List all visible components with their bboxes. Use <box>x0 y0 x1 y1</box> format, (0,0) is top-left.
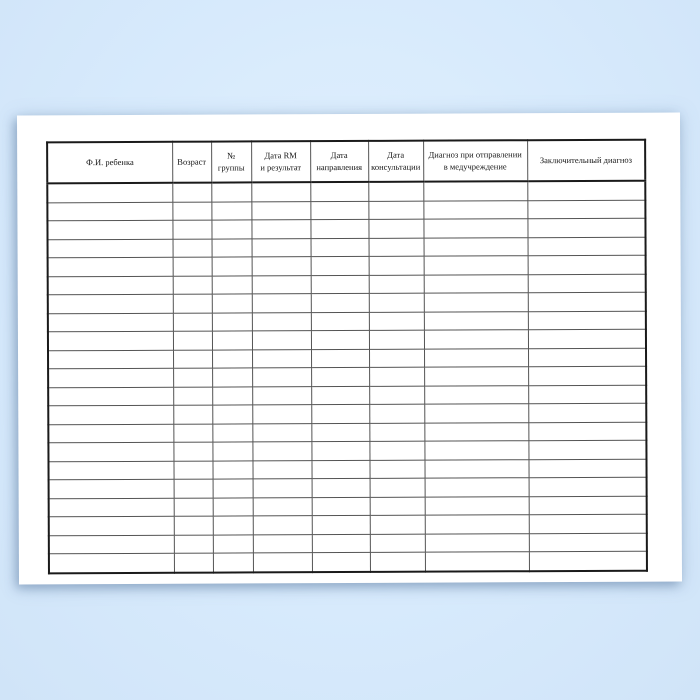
column-header-rm-date-result: Дата RM и результат <box>251 141 310 182</box>
empty-cell <box>369 349 424 368</box>
empty-cell <box>252 257 311 276</box>
empty-cell <box>369 386 424 405</box>
empty-cell <box>528 422 646 441</box>
empty-cell <box>528 237 646 256</box>
empty-cell <box>251 182 310 201</box>
empty-cell <box>172 220 211 239</box>
empty-cell <box>213 497 253 516</box>
column-header-final-diagnosis: Заключительный диагноз <box>527 140 645 182</box>
empty-cell <box>425 552 529 571</box>
empty-cell <box>528 459 646 478</box>
empty-cell <box>528 366 646 385</box>
empty-cell <box>370 552 425 571</box>
empty-cell <box>312 478 370 497</box>
column-header-diagnosis-at-referral: Диагноз при отправлении в медучреждение <box>423 140 527 181</box>
empty-cell <box>311 404 369 423</box>
empty-cell <box>212 275 252 294</box>
empty-cell <box>311 275 369 294</box>
empty-cell <box>212 405 252 424</box>
empty-cell <box>173 294 212 313</box>
empty-cell <box>311 256 369 275</box>
empty-cell <box>253 479 312 498</box>
empty-cell <box>424 293 528 312</box>
empty-cell <box>312 515 370 534</box>
empty-cell <box>212 349 252 368</box>
empty-cell <box>49 516 174 535</box>
empty-cell <box>212 257 252 276</box>
empty-cell <box>48 276 173 295</box>
empty-cell <box>173 239 212 258</box>
empty-cell <box>49 535 174 554</box>
empty-cell <box>424 330 528 349</box>
empty-cell <box>48 257 173 276</box>
empty-cell <box>424 348 528 367</box>
empty-cell <box>369 423 424 442</box>
empty-cell <box>424 367 528 386</box>
empty-cell <box>213 479 253 498</box>
empty-cell <box>252 238 311 257</box>
empty-cell <box>310 201 368 220</box>
empty-cell <box>252 442 311 461</box>
empty-cell <box>424 459 528 478</box>
empty-cell <box>424 256 528 275</box>
empty-cell <box>212 442 252 461</box>
empty-cell <box>48 461 173 480</box>
empty-cell <box>425 515 529 534</box>
empty-cell <box>172 183 211 202</box>
empty-cell <box>251 201 310 220</box>
empty-cell <box>253 534 312 553</box>
empty-cell <box>369 256 424 275</box>
empty-cell <box>369 330 424 349</box>
empty-cell <box>212 238 252 257</box>
empty-cell <box>311 460 369 479</box>
empty-cell <box>528 440 646 459</box>
empty-cell <box>311 293 369 312</box>
empty-cell <box>212 368 252 387</box>
empty-cell <box>529 496 647 515</box>
empty-cell <box>529 514 647 533</box>
empty-cell <box>253 553 312 572</box>
empty-cell <box>425 533 529 552</box>
empty-cell <box>369 404 424 423</box>
empty-cell <box>173 257 212 276</box>
empty-cell <box>48 442 173 461</box>
empty-cell <box>424 274 528 293</box>
empty-cell <box>528 255 646 274</box>
empty-cell <box>528 329 646 348</box>
empty-cell <box>173 368 212 387</box>
empty-cell <box>369 441 424 460</box>
empty-cell <box>252 349 311 368</box>
empty-cell <box>424 441 528 460</box>
empty-cell <box>311 423 369 442</box>
empty-cell <box>370 515 425 534</box>
empty-cell <box>253 516 312 535</box>
empty-cell <box>173 424 212 443</box>
empty-cell <box>311 441 369 460</box>
empty-cell <box>48 387 173 406</box>
empty-cell <box>424 237 528 256</box>
empty-cell <box>311 386 369 405</box>
empty-cell <box>369 367 424 386</box>
empty-cell <box>212 460 252 479</box>
empty-cell <box>48 424 173 443</box>
empty-cell <box>252 331 311 350</box>
empty-cell <box>252 405 311 424</box>
empty-cell <box>369 238 424 257</box>
empty-cell <box>47 220 172 239</box>
empty-cell <box>527 218 645 237</box>
empty-cell <box>173 442 212 461</box>
empty-cell <box>211 182 251 201</box>
empty-cell <box>211 220 251 239</box>
empty-cell <box>174 535 213 554</box>
empty-cell <box>311 367 369 386</box>
empty-cell <box>253 497 312 516</box>
empty-cell <box>173 276 212 295</box>
column-header-referral-date: Дата направления <box>310 141 368 182</box>
paper-sheet <box>17 113 682 585</box>
empty-cell <box>370 497 425 516</box>
empty-cell <box>529 533 647 552</box>
empty-cell <box>173 461 212 480</box>
empty-cell <box>369 293 424 312</box>
empty-cell <box>424 404 528 423</box>
empty-cell <box>174 498 213 517</box>
empty-cell <box>370 534 425 553</box>
empty-cell <box>174 479 213 498</box>
empty-cell <box>529 551 647 571</box>
empty-cell <box>312 552 370 571</box>
empty-cell <box>252 423 311 442</box>
empty-cell <box>368 201 423 220</box>
empty-cell <box>311 312 369 331</box>
empty-cell <box>48 405 173 424</box>
empty-cell <box>528 292 646 311</box>
empty-cell <box>370 478 425 497</box>
empty-cell <box>425 496 529 515</box>
empty-cell <box>528 348 646 367</box>
empty-cell <box>527 181 645 201</box>
empty-cell <box>213 553 253 572</box>
empty-cell <box>211 201 251 220</box>
empty-cell <box>48 313 173 332</box>
empty-cell <box>312 534 370 553</box>
empty-cell <box>173 387 212 406</box>
empty-cell <box>48 294 173 313</box>
empty-cell <box>423 219 527 238</box>
empty-cell <box>369 312 424 331</box>
empty-cell <box>212 294 252 313</box>
empty-cell <box>48 350 173 369</box>
empty-cell <box>47 183 172 203</box>
empty-cell <box>529 477 647 496</box>
empty-cell <box>527 200 645 219</box>
empty-cell <box>212 423 252 442</box>
table-row <box>49 551 647 573</box>
empty-cell <box>424 311 528 330</box>
empty-cell <box>310 219 368 238</box>
empty-cell <box>252 368 311 387</box>
empty-cell <box>312 497 370 516</box>
empty-cell <box>49 498 174 517</box>
empty-cell <box>174 516 213 535</box>
empty-cell <box>48 331 173 350</box>
empty-cell <box>251 220 310 239</box>
empty-cell <box>528 274 646 293</box>
empty-cell <box>252 294 311 313</box>
column-header-age: Возраст <box>172 142 211 183</box>
empty-cell <box>369 275 424 294</box>
empty-cell <box>423 200 527 219</box>
empty-cell <box>425 478 529 497</box>
empty-cell <box>368 182 423 201</box>
empty-cell <box>49 553 174 573</box>
column-header-child-name: Ф.И. ребенка <box>47 142 172 184</box>
column-header-consultation-date: Дата консультации <box>368 141 423 182</box>
empty-cell <box>213 534 253 553</box>
empty-cell <box>369 460 424 479</box>
empty-cell <box>173 350 212 369</box>
empty-cell <box>213 516 253 535</box>
empty-cell <box>47 202 172 221</box>
empty-cell <box>174 553 213 572</box>
empty-cell <box>252 386 311 405</box>
empty-cell <box>311 238 369 257</box>
empty-cell <box>368 219 423 238</box>
register-table <box>46 139 648 574</box>
empty-cell <box>528 385 646 404</box>
empty-cell <box>212 331 252 350</box>
empty-cell <box>424 385 528 404</box>
empty-cell <box>528 311 646 330</box>
empty-cell <box>311 349 369 368</box>
empty-cell <box>173 405 212 424</box>
empty-cell <box>212 312 252 331</box>
empty-cell <box>173 313 212 332</box>
table-body <box>47 181 647 573</box>
empty-cell <box>172 202 211 221</box>
empty-cell <box>252 460 311 479</box>
empty-cell <box>528 403 646 422</box>
empty-cell <box>311 330 369 349</box>
empty-cell <box>48 239 173 258</box>
empty-cell <box>49 479 174 498</box>
empty-cell <box>48 368 173 387</box>
empty-cell <box>252 312 311 331</box>
column-header-group-number: № группы <box>211 141 251 182</box>
empty-cell <box>173 331 212 350</box>
empty-cell <box>424 422 528 441</box>
empty-cell <box>252 275 311 294</box>
empty-cell <box>212 386 252 405</box>
table-row <box>47 181 645 203</box>
empty-cell <box>423 181 527 200</box>
empty-cell <box>310 182 368 201</box>
table-header-row <box>47 140 645 184</box>
